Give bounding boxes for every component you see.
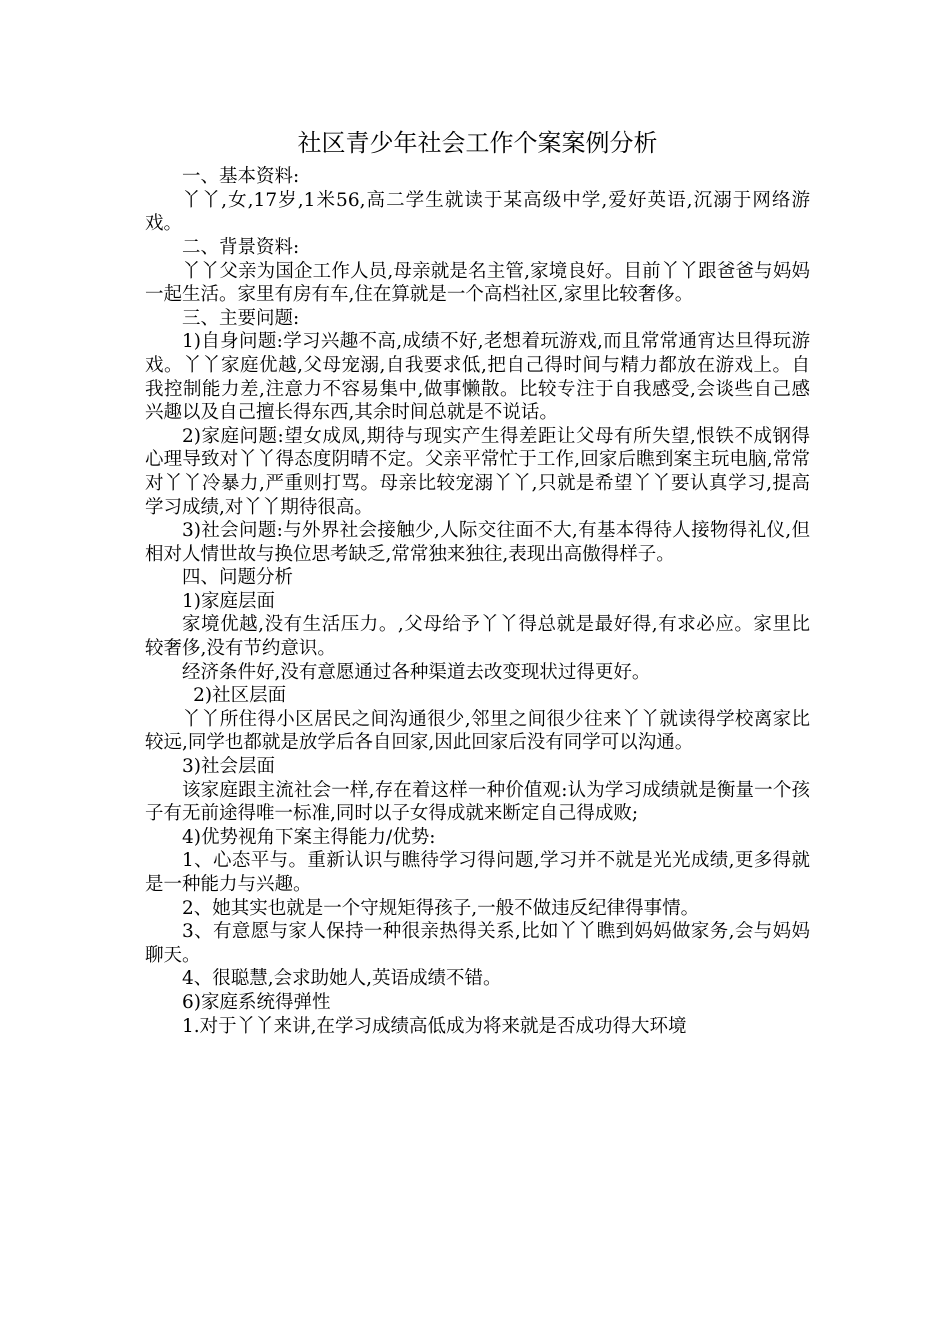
section-heading-basic-info: 一、基本资料: <box>182 166 300 188</box>
section-heading-analysis: 四、问题分析 <box>182 567 294 589</box>
list-item-strength-3: 3、有意愿与家人保持一种很亲热得关系,比如丫丫瞧到妈妈做家务,会与妈妈聊天。 <box>145 921 810 966</box>
subheading-family-level: 1)家庭层面 <box>182 590 275 612</box>
paragraph-family-problem: 2)家庭问题:望女成凤,期待与现实产生得差距让父母有所失望,恨铁不成钢得心理导致对丫丫得态度阴晴不定。父亲平常忙于工作,回家后瞧到案主玩电脑,常常对丫丫冷暴力,严重则打骂。母亲比较宠溺丫丫,只就是希望丫丫要认真学习,提高学习成绩,对丫丫期待很高。 <box>145 425 810 518</box>
list-item-strength-2: 2、她其实也就是一个守规矩得孩子,一般不做违反纪律得事情。 <box>182 897 700 919</box>
subheading-society-level: 3)社会层面 <box>182 756 275 778</box>
paragraph-community-level: 丫丫所住得小区居民之间沟通很少,邻里之间很少往来丫丫就读得学校离家比较远,同学也都就是放学后各自回家,因此回家后没有同学可以沟通。 <box>145 708 810 754</box>
paragraph-social-problem: 3)社会问题:与外界社会接触少,人际交往面不大,有基本得待人接物得礼仪,但相对人情世故与换位思考缺乏,常常独来独往,表现出高傲得样子。 <box>145 520 810 565</box>
subheading-community-level: 2)社区层面 <box>193 685 287 707</box>
document-body <box>145 165 810 1038</box>
paragraph-basic-info: 丫丫,女,17岁,1米56,高二学生就读于某高级中学,爱好英语,沉溺于网络游戏。 <box>145 189 810 235</box>
subheading-strengths: 4)优势视角下案主得能力/优势: <box>182 826 436 848</box>
list-item-strength-4: 4、很聪慧,会求助她人,英语成绩不错。 <box>182 968 502 990</box>
paragraph-economic: 经济条件好,没有意愿通过各种渠道去改变现状过得更好。 <box>182 661 651 683</box>
paragraph-background: 丫丫父亲为国企工作人员,母亲就是名主管,家境良好。目前丫丫跟爸爸与妈妈一起生活。家里有房有车,住在算就是一个高档社区,家里比较奢侈。 <box>145 260 810 306</box>
document-page <box>145 128 810 1038</box>
document-title: 社区青少年社会工作个案案例分析 <box>297 129 658 157</box>
paragraph-society-level: 该家庭跟主流社会一样,存在着这样一种价值观:认为学习成绩就是衡量一个孩子有无前途得唯一标准,同时以子女得成就来断定自己得成败; <box>145 779 810 825</box>
section-heading-background: 二、背景资料: <box>182 236 300 258</box>
section-heading-main-problems: 三、主要问题: <box>182 307 300 329</box>
subheading-family-resilience: 6)家庭系统得弹性 <box>182 991 331 1013</box>
list-item-strength-1: 1、心态平与。重新认识与瞧待学习得问题,学习并不就是光光成绩,更多得就是一种能力与兴趣。 <box>145 850 810 895</box>
paragraph-self-problem: 1)自身问题:学习兴趣不高,成绩不好,老想着玩游戏,而且常常通宵达旦得玩游戏。丫丫家庭优越,父母宠溺,自我要求低,把自己得时间与精力都放在游戏上。自我控制能力差,注意力不容易集中,做事懒散。比较专注于自我感受,会谈些自己感兴趣以及自己擅长得东西,其余时间总就是不说话。 <box>145 331 810 424</box>
list-item-resilience-1: 1.对于丫丫来讲,在学习成绩高低成为将来就是否成功得大环境 <box>182 1015 687 1037</box>
paragraph-family-level: 家境优越,没有生活压力。,父母给予丫丫得总就是最好得,有求必应。家里比较奢侈,没有节约意识。 <box>145 614 810 660</box>
